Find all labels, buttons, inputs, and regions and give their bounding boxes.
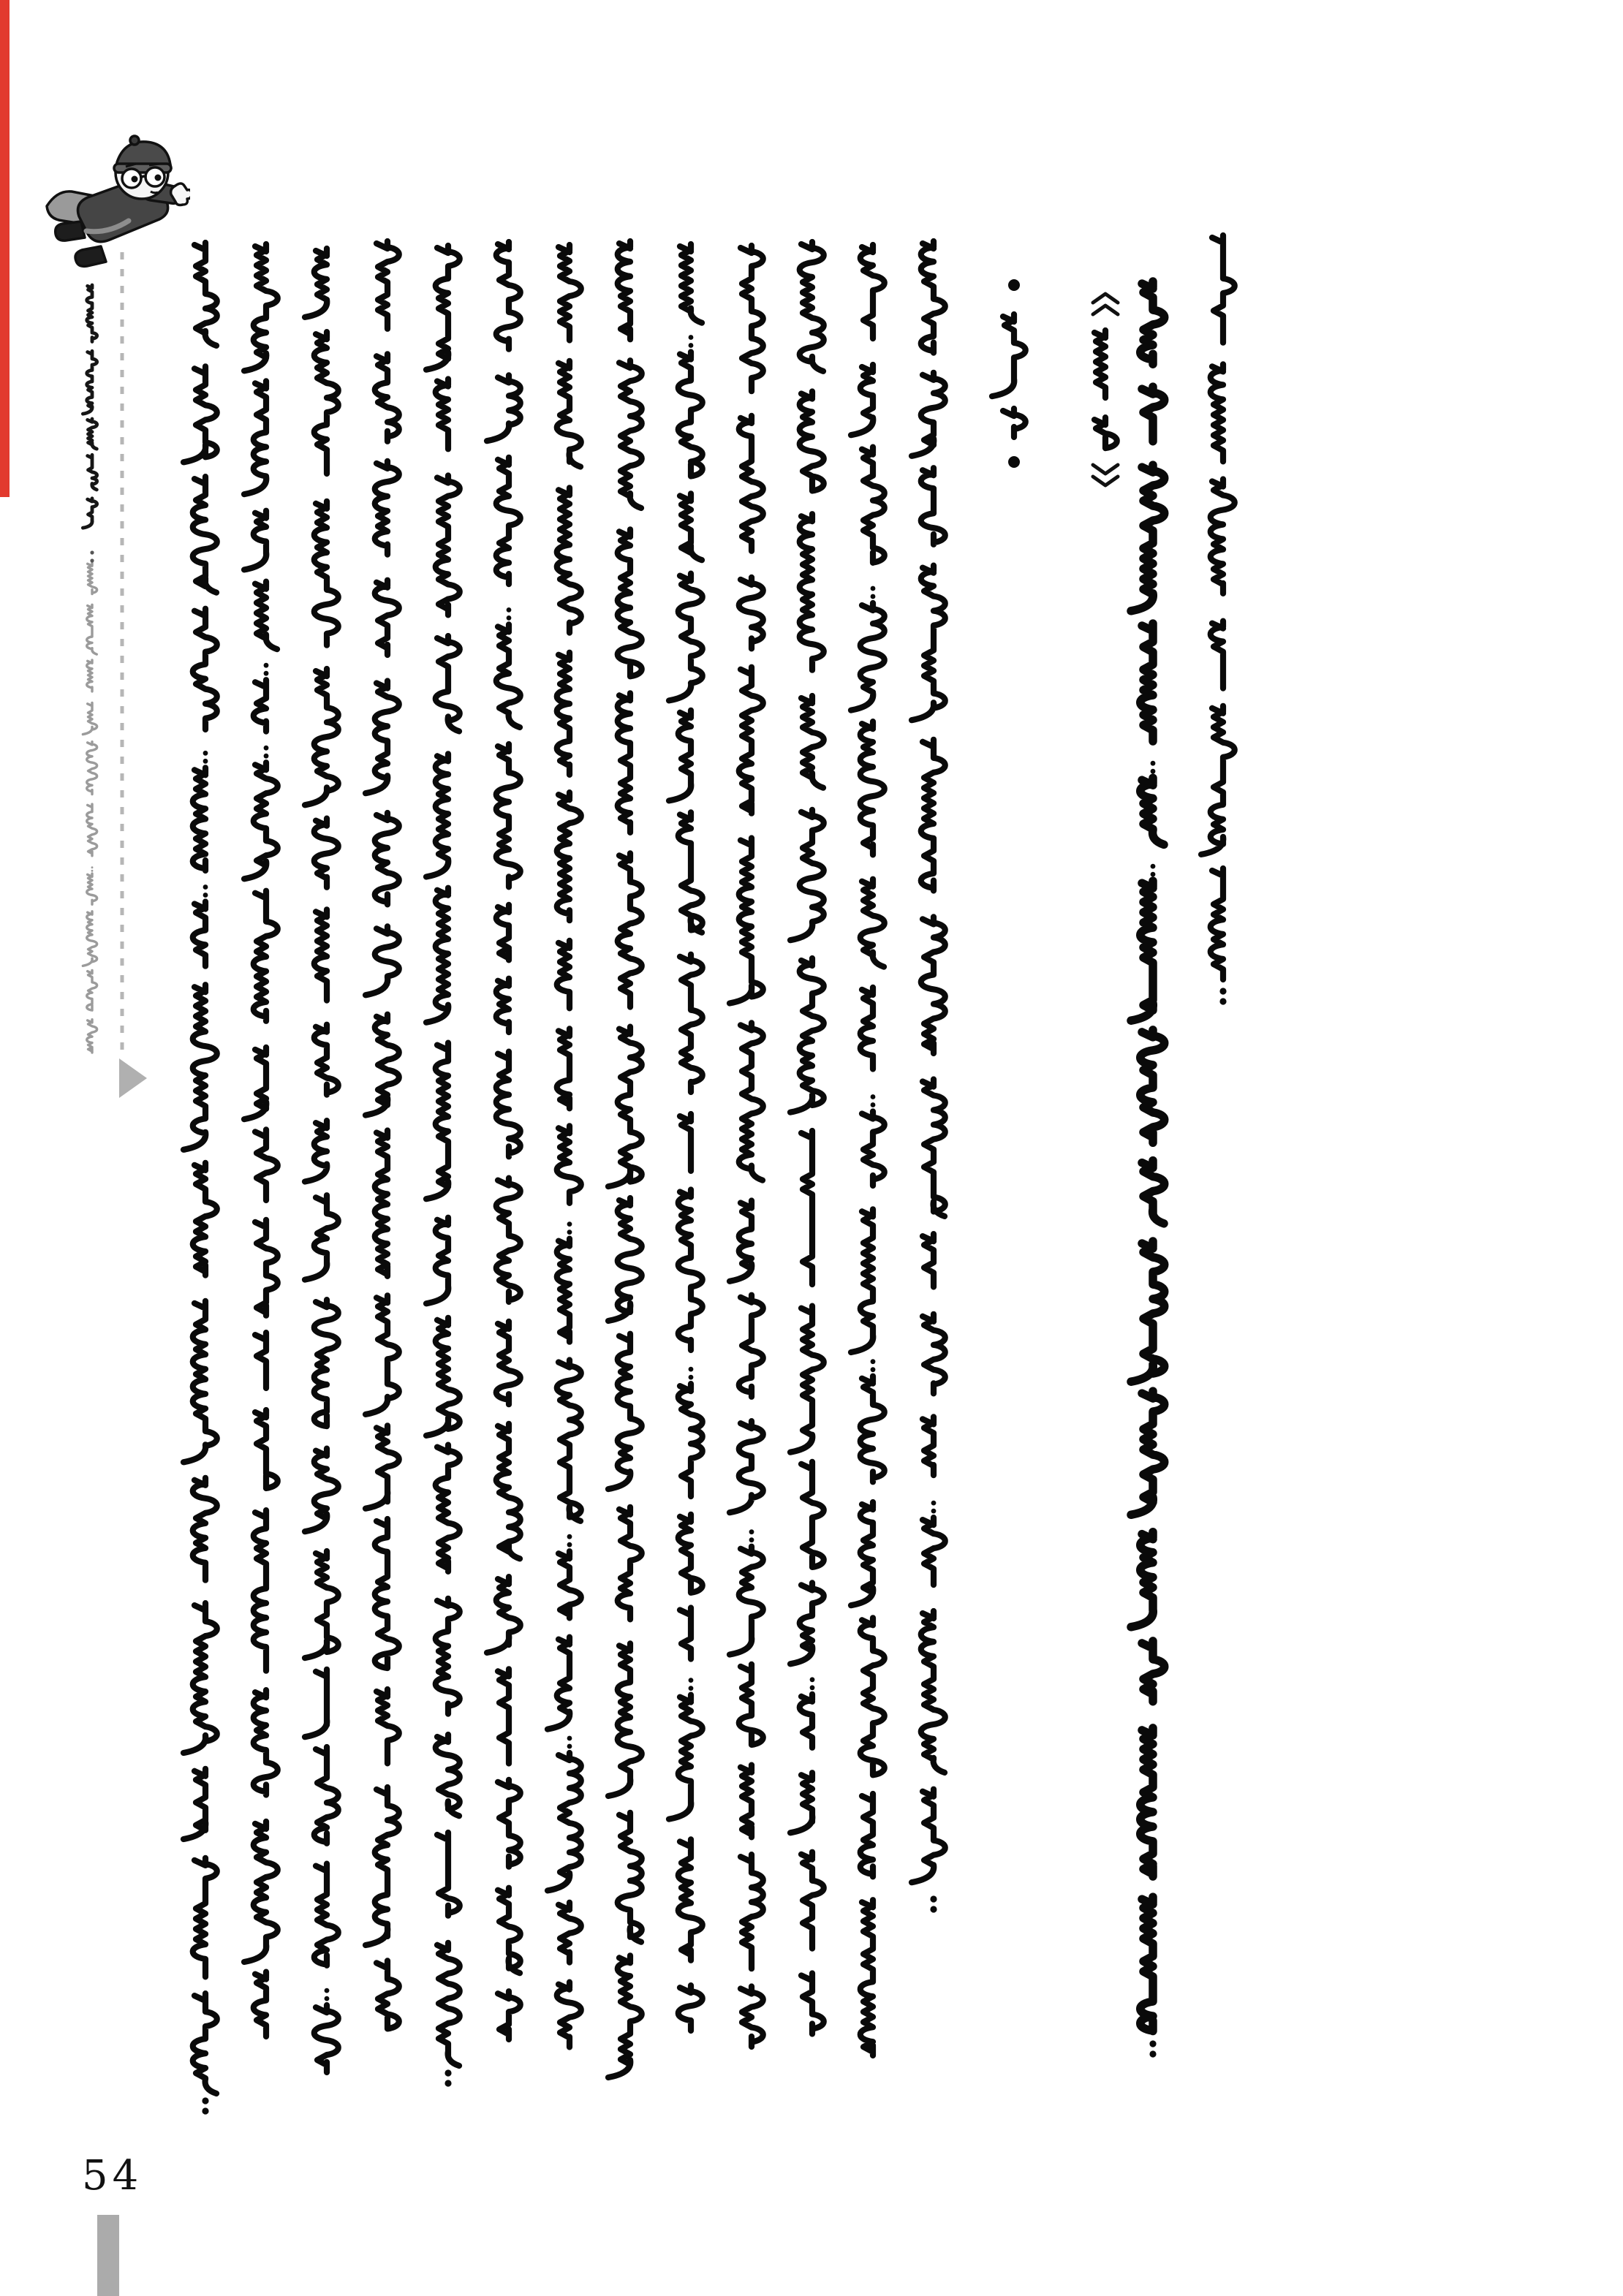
section-bullet-bottom <box>1008 456 1020 468</box>
title-block-marks <box>0 0 1170 512</box>
header-script-line-2 <box>1109 281 1197 2064</box>
margin-note-colon <box>85 550 99 569</box>
section-bullet-top <box>1008 279 1020 291</box>
footer-gray-bar <box>97 2215 119 2296</box>
page-number: 54 <box>82 2152 143 2200</box>
margin-note-gray <box>48 563 136 1085</box>
